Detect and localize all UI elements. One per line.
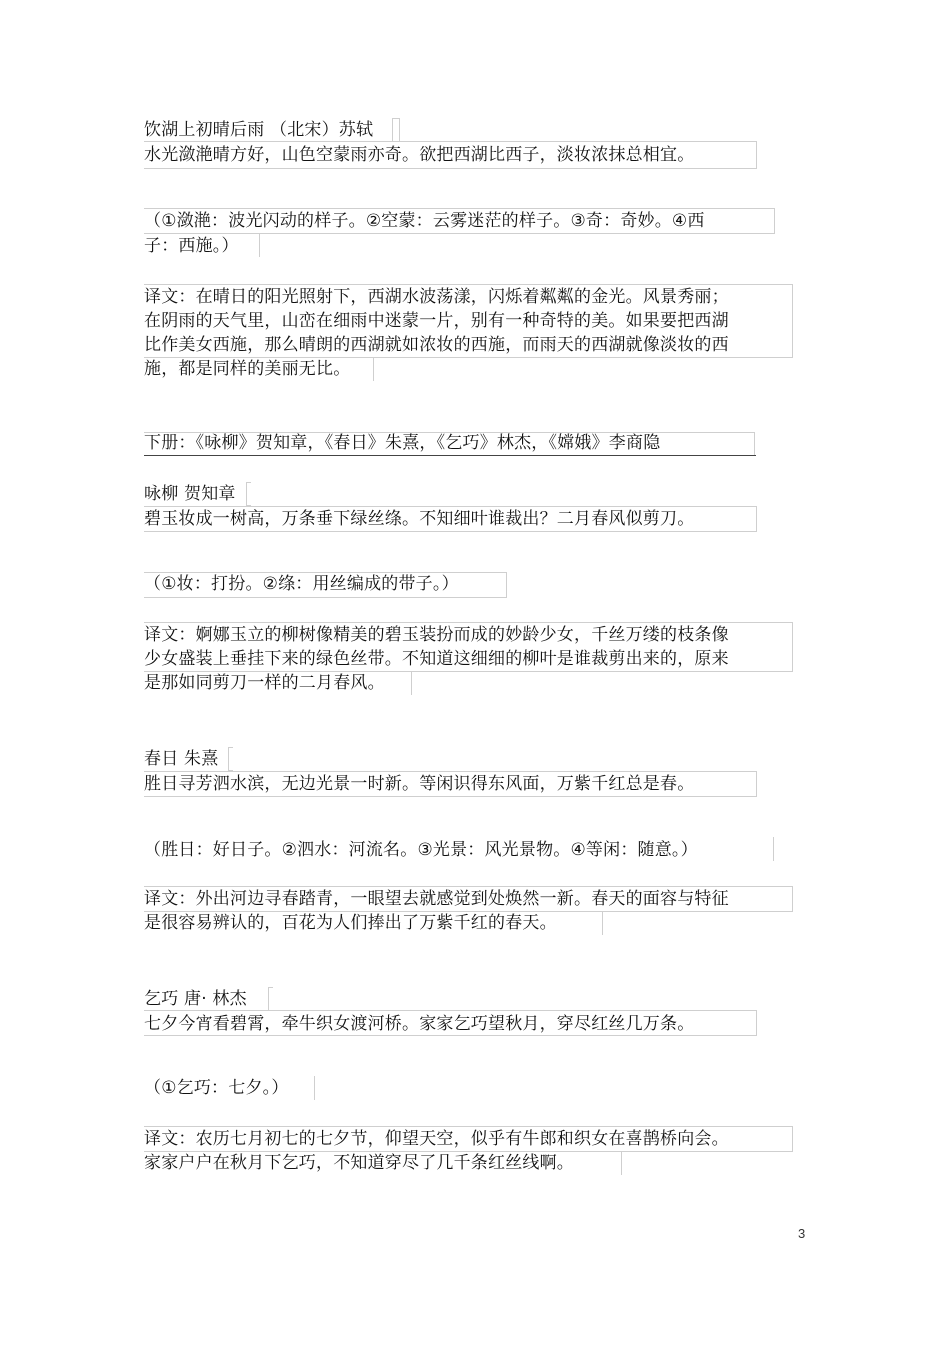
translation-line: 在阴雨的天气里，山峦在细雨中迷蒙一片，别有一种奇特的美。如果要把西湖 <box>144 311 729 331</box>
text-frame <box>621 1151 622 1175</box>
poem-note-line: 子：西施。） <box>144 236 239 256</box>
poem-note-line: （①乞巧：七夕。） <box>144 1078 289 1098</box>
page-number: 3 <box>798 1226 806 1241</box>
text-frame <box>602 911 603 935</box>
poem-title: 饮湖上初晴后雨 （北宋）苏轼 <box>144 120 374 140</box>
translation-line: 施，都是同样的美丽无比。 <box>144 359 351 379</box>
section-heading: 下册：《咏柳》贺知章，《春日》朱熹，《乞巧》林杰，《嫦娥》李商隐 <box>144 433 661 453</box>
translation-line: 译文：在晴日的阳光照射下，西湖水波荡漾，闪烁着粼粼的金光。风景秀丽； <box>144 287 729 307</box>
text-frame <box>246 482 251 506</box>
poem-title: 春日 朱熹 <box>144 749 219 769</box>
poem-text: 碧玉妆成一树高，万条垂下绿丝绦。不知细叶谁裁出？二月春风似剪刀。 <box>144 509 695 529</box>
translation-line: 少女盛装上垂挂下来的绿色丝带。不知道这细细的柳叶是谁裁剪出来的，原来 <box>144 649 729 669</box>
text-frame <box>392 118 400 142</box>
text-frame <box>411 671 412 695</box>
poem-text: 胜日寻芳泗水滨，无边光景一时新。等闲识得东风面，万紫千红总是春。 <box>144 774 695 794</box>
translation-line: 是很容易辨认的，百花为人们捧出了万紫千红的春天。 <box>144 913 557 933</box>
translation-line: 是那如同剪刀一样的二月春风。 <box>144 673 385 693</box>
text-frame <box>259 233 260 257</box>
text-frame <box>314 1076 315 1100</box>
translation-line: 比作美女西施，那么晴朗的西湖就如浓妆的西施，而雨天的西湖就像淡妆的西 <box>144 335 729 355</box>
poem-note-line: （胜日：好日子。②泗水：河流名。③光景：风光景物。④等闲：随意。） <box>144 840 698 860</box>
poem-text: 七夕今宵看碧霄，牵牛织女渡河桥。家家乞巧望秋月，穿尽红丝几万条。 <box>144 1014 695 1034</box>
translation-line: 译文：农历七月初七的七夕节，仰望天空，似乎有牛郎和织女在喜鹊桥向会。 <box>144 1129 729 1149</box>
poem-note-line: （①妆：打扮。②绦：用丝编成的带子。） <box>144 574 459 594</box>
poem-title: 乞巧 唐· 林杰 <box>144 989 247 1009</box>
poem-title: 咏柳 贺知章 <box>144 484 236 504</box>
translation-line: 家家户户在秋月下乞巧，不知道穿尽了几千条红丝线啊。 <box>144 1153 574 1173</box>
translation-line: 译文：外出河边寻春踏青，一眼望去就感觉到处焕然一新。春天的面容与特征 <box>144 889 729 909</box>
text-frame <box>373 357 374 381</box>
poem-text: 水光潋滟晴方好，山色空蒙雨亦奇。欲把西湖比西子，淡妆浓抹总相宜。 <box>144 145 695 165</box>
heading-underline <box>144 455 756 456</box>
text-frame <box>268 987 273 1011</box>
translation-line: 译文：婀娜玉立的柳树像精美的碧玉装扮而成的妙龄少女，千丝万缕的枝条像 <box>144 625 729 645</box>
poem-note-line: （①潋滟：波光闪动的样子。②空蒙：云雾迷茫的样子。③奇：奇妙。④西 <box>144 211 705 231</box>
text-frame <box>773 837 774 861</box>
text-frame <box>228 747 233 771</box>
